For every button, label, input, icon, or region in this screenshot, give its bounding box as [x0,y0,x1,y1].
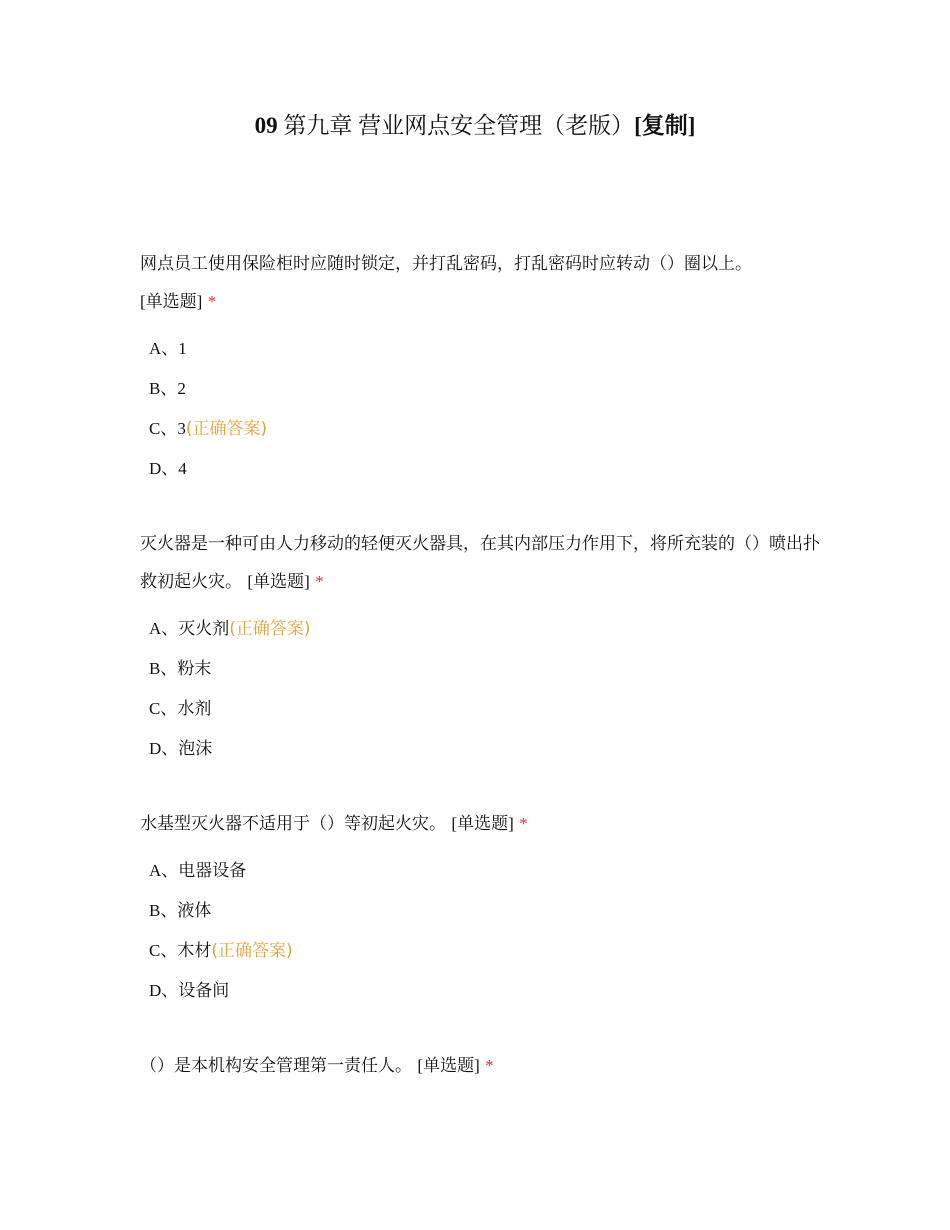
option-text: 2 [177,379,186,398]
option-letter: C、 [149,941,178,960]
option-letter: B、 [149,659,178,678]
option-text: 灭火剂 [178,619,230,639]
question-2 [140,526,820,769]
correct-answer-label: (正确答案) [185,419,268,439]
option-text: 泡沫 [178,739,213,759]
option-letter: A、 [149,339,179,358]
question-stem [140,1047,820,1085]
option-letter: C、 [149,699,178,718]
question-type-tag: [单选题] [140,292,203,311]
option-letter: B、 [149,901,178,920]
option-a [140,329,820,369]
option-text: 3 [177,419,186,438]
option-letter: A、 [149,619,179,638]
option-letter: D、 [149,739,179,758]
option-d [140,971,820,1011]
option-text: 1 [178,339,187,358]
option-letter: C、 [149,419,178,438]
required-mark: * [485,1056,494,1075]
title-main: 第九章 营业网点安全管理（老版） [283,113,635,138]
option-list [140,329,820,489]
option-c [140,409,820,449]
option-list [140,609,820,769]
option-b [140,369,820,409]
option-b [140,891,820,931]
question-text: 网点员工使用保险柜时应随时锁定，并打乱密码，打乱密码时应转动（）圈以上。 [140,254,752,274]
question-text: 灭火器是一种可由人力移动的轻便灭火器具，在其内部压力作用下，将所充装的（）喷出扑救初起火灾。 [140,534,820,592]
option-list [140,851,820,1011]
option-text: 电器设备 [178,861,247,881]
question-type-tag: [单选题] [417,1056,480,1075]
title-copy-suffix: [复制] [634,113,696,138]
option-text: 木材 [177,941,212,961]
option-letter: D、 [149,981,179,1000]
question-1 [140,246,820,489]
question-type-tag: [单选题] [247,572,310,591]
option-letter: D、 [149,459,179,478]
option-text: 粉末 [177,659,212,679]
question-stem [140,805,820,843]
required-mark: * [519,814,528,833]
question-text: （）是本机构安全管理第一责任人。 [140,1056,412,1076]
question-type-tag: [单选题] [451,814,514,833]
option-c [140,689,820,729]
option-text: 设备间 [178,981,230,1001]
option-letter: A、 [149,861,179,880]
required-mark: * [207,292,217,311]
required-mark: * [315,572,324,591]
option-b [140,649,820,689]
question-stem [140,526,820,601]
option-a [140,609,820,649]
question-stem [140,246,820,321]
question-text: 水基型灭火器不适用于（）等初起火灾。 [140,814,446,834]
question-4 [140,1047,820,1085]
option-c [140,931,820,971]
question-3 [140,805,820,1011]
option-letter: B、 [149,379,178,398]
correct-answer-label: (正确答案) [229,619,311,639]
page-title [0,110,950,142]
correct-answer-label: (正确答案) [211,941,293,961]
title-prefix: 09 [254,113,278,138]
option-text: 液体 [177,901,212,921]
option-d [140,449,820,489]
option-a [140,851,820,891]
option-text: 水剂 [177,699,212,719]
option-d [140,729,820,769]
option-text: 4 [178,459,187,478]
